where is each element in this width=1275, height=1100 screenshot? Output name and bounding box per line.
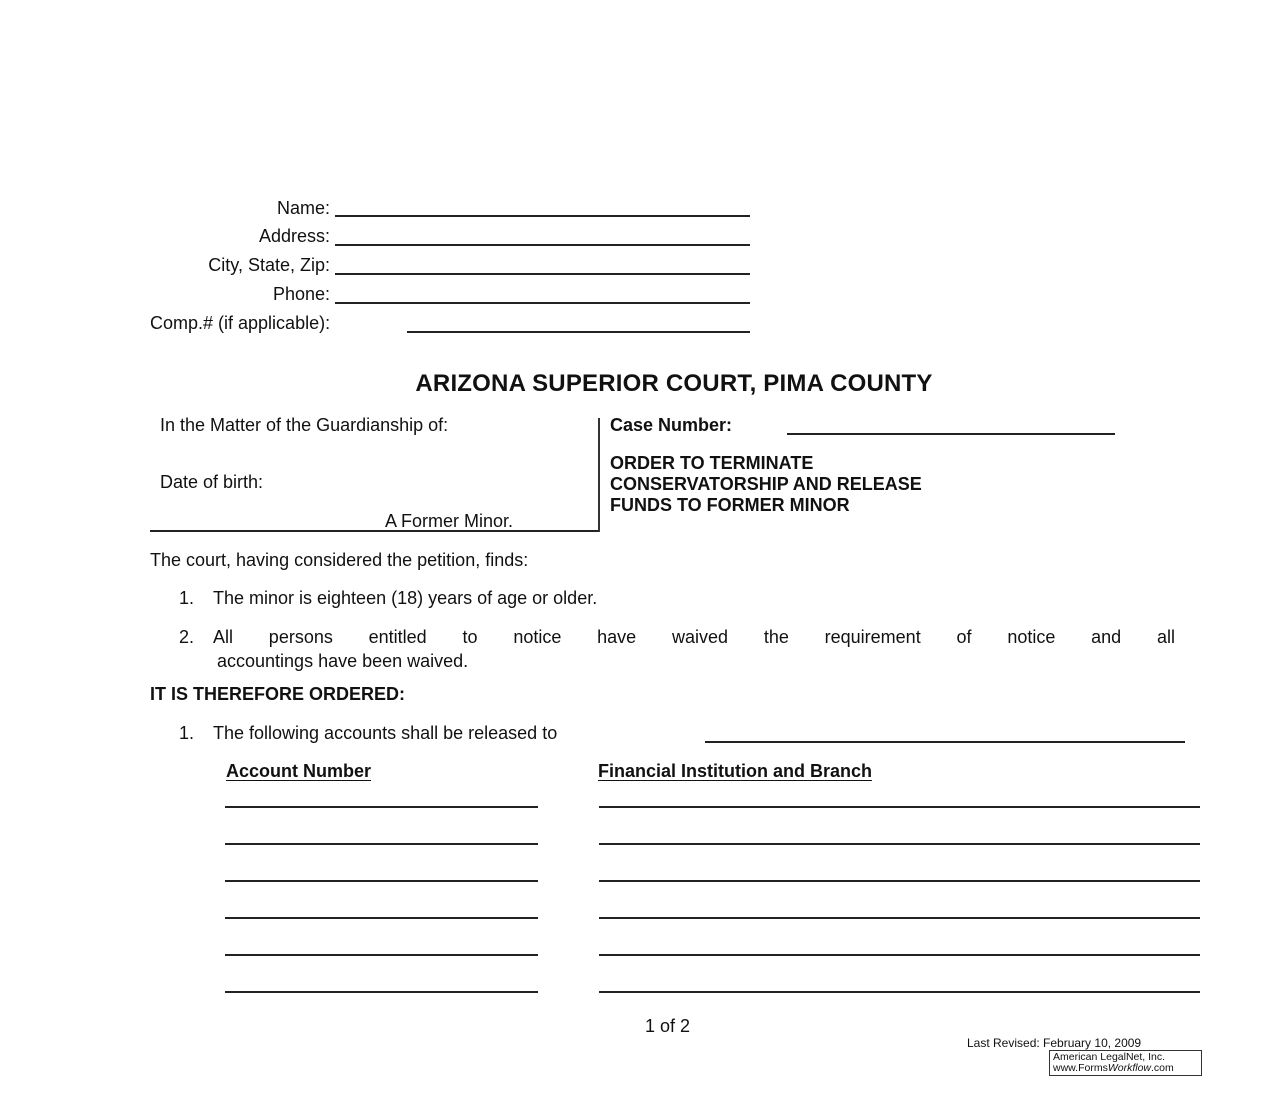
order-title-line-2: CONSERVATORSHIP AND RELEASE (610, 474, 922, 494)
city-state-zip-label: City, State, Zip: (208, 255, 330, 275)
institution-field-3[interactable] (599, 880, 1200, 882)
account-number-field-6[interactable] (225, 991, 538, 993)
matter-label: In the Matter of the Guardianship of: (160, 415, 449, 435)
caption-bottom-rule (150, 530, 599, 532)
finding-1-text: The minor is eighteen (18) years of age or older. (213, 588, 598, 608)
finding-2-line-2: accountings have been waived. (217, 651, 469, 671)
account-number-field-4[interactable] (225, 917, 538, 919)
comp-number-field[interactable] (407, 331, 750, 333)
name-field[interactable] (335, 215, 750, 217)
findings-intro: The court, having considered the petition, finds: (150, 550, 529, 570)
institution-header: Financial Institution and Branch (598, 761, 873, 781)
finding-2-line-1: All persons entitled to notice have waived the requirement of notice and all (213, 627, 1175, 647)
phone-field[interactable] (335, 302, 750, 304)
order-title-line-3: FUNDS TO FORMER MINOR (610, 495, 850, 515)
order-1-text: The following accounts shall be released to (213, 723, 558, 743)
city-state-zip-field[interactable] (335, 273, 750, 275)
account-number-field-2[interactable] (225, 843, 538, 845)
order-title-line-1: ORDER TO TERMINATE (610, 453, 814, 473)
former-minor-label: A Former Minor. (385, 511, 514, 531)
account-number-field-5[interactable] (225, 954, 538, 956)
institution-field-2[interactable] (599, 843, 1200, 845)
dob-label: Date of birth: (160, 472, 264, 492)
court-title: ARIZONA SUPERIOR COURT, PIMA COUNTY (415, 370, 933, 397)
case-number-field[interactable] (787, 433, 1115, 435)
address-label: Address: (258, 226, 330, 246)
institution-field-4[interactable] (599, 917, 1200, 919)
comp-number-label: Comp.# (if applicable): (150, 313, 331, 333)
page-number: 1 of 2 (645, 1016, 691, 1036)
publisher-box (1049, 1050, 1202, 1076)
account-number-field-1[interactable] (225, 806, 538, 808)
account-number-header: Account Number (226, 761, 372, 781)
phone-label: Phone: (272, 284, 330, 304)
case-number-label: Case Number: (610, 415, 733, 435)
publisher-name: American LegalNet, Inc. (1053, 1051, 1166, 1063)
finding-2-number: 2. (179, 627, 195, 647)
account-number-field-3[interactable] (225, 880, 538, 882)
orders-heading: IT IS THEREFORE ORDERED: (150, 684, 406, 704)
name-label: Name: (276, 198, 330, 218)
finding-1-number: 1. (179, 588, 195, 608)
order-1-number: 1. (179, 723, 195, 743)
institution-field-1[interactable] (599, 806, 1200, 808)
caption-divider (598, 418, 600, 532)
address-field[interactable] (335, 244, 750, 246)
publisher-url: www.FormsWorkflow.com (1053, 1062, 1174, 1074)
institution-field-6[interactable] (599, 991, 1200, 993)
last-revised: Last Revised: February 10, 2009 (967, 1036, 1142, 1050)
institution-field-5[interactable] (599, 954, 1200, 956)
release-to-field[interactable] (705, 741, 1185, 743)
